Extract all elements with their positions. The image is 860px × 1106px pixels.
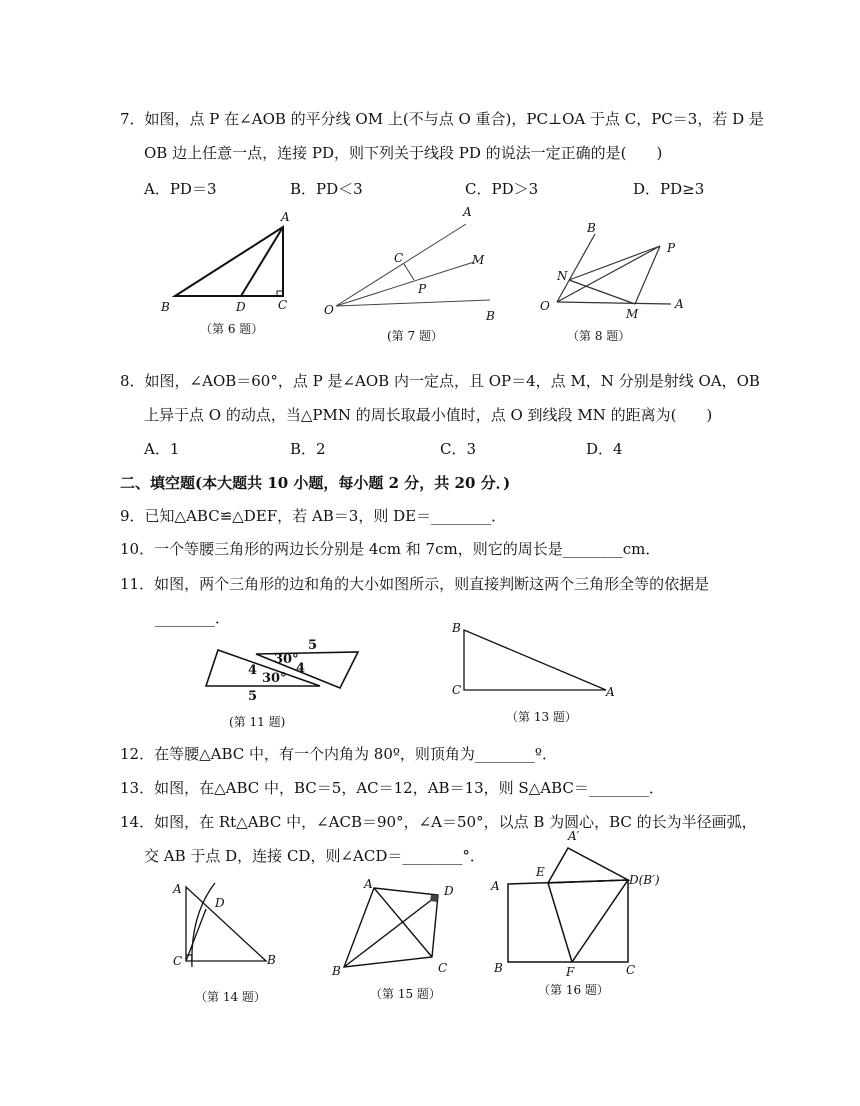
q9-text: 9．已知△ABC≌△DEF，若 AB＝3，则 DE＝________． — [120, 507, 507, 525]
caption-fig16: （第 16 题） — [538, 983, 609, 997]
fig7-label-c: C — [394, 251, 404, 265]
fig11-label-left4: 4 — [248, 663, 258, 678]
fig8-ray-oa — [557, 302, 671, 304]
fig16-label-a-prime: A′ — [568, 829, 580, 843]
caption-fig7: (第 7 题） — [387, 329, 443, 343]
fig6-label-b: B — [161, 300, 170, 314]
q14-line1: 14．如图，在 Rt△ABC 中，∠ACB＝90°，∠A＝50°，以点 B 为圆心，BC 的长为半径画弧， — [120, 813, 757, 831]
q8-option-b: B．2 — [290, 440, 326, 458]
figure-15 — [328, 875, 463, 985]
fig16-label-a: A — [491, 879, 500, 893]
fig14-label-c: C — [173, 954, 183, 968]
fig8-label-a: A — [675, 297, 684, 311]
fig7-ray-om — [336, 262, 474, 306]
fig16-label-f: F — [566, 965, 575, 979]
q11-line1: 11．如图，两个三角形的边和角的大小如图所示，则直接判断这两个三角形全等的依据是 — [120, 575, 710, 593]
fig6-label-a: A — [281, 210, 290, 224]
section-fill-in-heading: 二、填空题(本大题共 10 小题，每小题 2 分，共 20 分．) — [120, 474, 511, 492]
fig6-triangle — [175, 227, 283, 296]
fig8-segment-np — [569, 246, 660, 280]
q8-line2: 上异于点 O 的动点，当△PMN 的周长取最小值时，点 O 到线段 MN 的距离为( ) — [144, 406, 713, 424]
q8-line1: 8．如图，∠AOB＝60°，点 P 是∠AOB 内一定点，且 OP＝4，点 M，N 分别是射线 OA，OB — [120, 372, 760, 390]
fig8-label-n: N — [557, 269, 568, 283]
fig16-segment-ef — [548, 883, 572, 962]
fig7-segment-pc — [404, 264, 414, 280]
q11-line2: ________． — [155, 609, 231, 627]
fig16-label-d-b-prime: D(B′) — [629, 873, 660, 887]
fig6-segment-ad — [241, 227, 283, 296]
fig11-label-right4: 4 — [296, 661, 306, 676]
fig13-triangle — [464, 630, 606, 690]
q7-option-c: C．PD＞3 — [465, 180, 539, 198]
q12-text: 12．在等腰△ABC 中，有一个内角为 80º，则顶角为________º． — [120, 745, 557, 763]
fig8-label-m: M — [626, 307, 639, 321]
fig7-label-p: P — [418, 282, 427, 296]
fig15-right-angle-mark — [430, 895, 438, 902]
q7-option-b: B．PD＜3 — [290, 180, 363, 198]
q8-option-d: D．4 — [586, 440, 623, 458]
fig16-segment-fd — [572, 880, 628, 962]
caption-fig15: （第 15 题） — [370, 987, 441, 1001]
figure-7 — [320, 200, 510, 325]
q14-line2: 交 AB 于点 D，连接 CD，则∠ACD＝________°． — [144, 847, 485, 865]
fig14-label-d: D — [215, 896, 225, 910]
fig11-label-bot5: 5 — [248, 689, 258, 704]
q7-option-d: D．PD≥3 — [633, 180, 705, 198]
fig11-label-bot30: 30° — [262, 671, 287, 686]
fig15-label-b: B — [332, 964, 341, 978]
fig14-label-a: A — [173, 882, 182, 896]
fig7-ray-ob — [336, 300, 490, 306]
fig15-label-d: D — [444, 884, 454, 898]
fig7-ray-oa — [336, 224, 466, 306]
fig14-label-b: B — [267, 953, 276, 967]
fig7-label-b: B — [486, 309, 495, 323]
caption-fig6: （第 6 题） — [200, 322, 264, 336]
fig13-label-c: C — [452, 683, 462, 697]
q8-option-a: A．1 — [144, 440, 180, 458]
fig7-label-a: A — [463, 205, 472, 219]
caption-fig14: （第 14 题） — [195, 990, 266, 1004]
figure-11 — [200, 632, 370, 712]
figure-6 — [155, 205, 305, 320]
figure-13 — [448, 618, 623, 700]
fig7-label-m: M — [472, 253, 485, 267]
fig8-label-o: O — [540, 299, 550, 313]
fig11-label-top30: 30° — [274, 652, 299, 667]
fig8-label-p: P — [667, 241, 676, 255]
fig16-label-b: B — [494, 961, 503, 975]
fig14-triangle — [186, 887, 266, 961]
caption-fig8: （第 8 题） — [567, 329, 631, 343]
fig7-label-o: O — [324, 303, 334, 317]
q8-option-c: C．3 — [440, 440, 477, 458]
q7-line1: 7．如图，点 P 在∠AOB 的平分线 OM 上(不与点 O 重合)，PC⊥OA 于点 C，PC＝3，若 D 是 — [120, 110, 764, 128]
q10-text: 10．一个等腰三角形的两边长分别是 4cm 和 7cm，则它的周长是________cm． — [120, 540, 661, 558]
fig16-folded-flap — [548, 848, 628, 883]
fig8-segment-pm — [635, 246, 660, 304]
fig15-quadrilateral — [344, 888, 438, 967]
caption-fig11: (第 11 题) — [229, 715, 286, 729]
fig15-label-c: C — [438, 961, 448, 975]
figure-16 — [488, 826, 673, 979]
caption-fig13: （第 13 题） — [506, 710, 577, 724]
fig13-label-a: A — [606, 685, 615, 699]
q13-text: 13．如图，在△ABC 中，BC＝5，AC＝12，AB＝13，则 S△ABC＝________． — [120, 779, 664, 797]
fig14-segment-cd — [186, 909, 206, 961]
fig8-label-b: B — [587, 221, 596, 235]
fig15-label-a: A — [364, 877, 373, 891]
q7-line2: OB 边上任意一点，连接 PD，则下列关于线段 PD 的说法一定正确的是( ) — [144, 144, 663, 162]
fig6-label-d: D — [236, 300, 246, 314]
fig16-label-e: E — [536, 865, 545, 879]
q7-option-a: A．PD＝3 — [144, 180, 217, 198]
fig16-label-c: C — [626, 963, 636, 977]
figure-8 — [535, 218, 695, 323]
fig6-label-c: C — [278, 298, 288, 312]
fig8-segment-nm — [569, 280, 635, 304]
fig11-label-top5: 5 — [308, 638, 318, 653]
figure-14 — [170, 875, 285, 975]
fig13-label-b: B — [452, 621, 461, 635]
